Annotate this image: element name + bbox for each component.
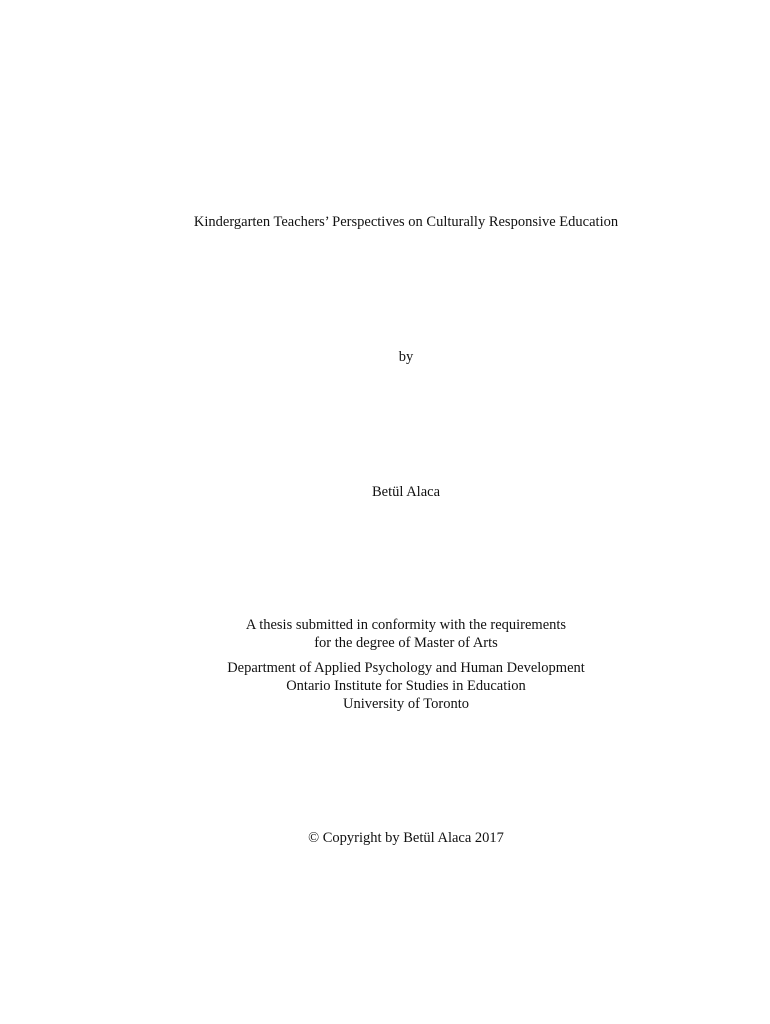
degree-statement-line-2: for the degree of Master of Arts xyxy=(314,635,498,651)
copyright-notice: © Copyright by Betül Alaca 2017 xyxy=(308,830,504,846)
degree-statement-line-1: A thesis submitted in conformity with the requirements xyxy=(245,617,567,633)
university-name: University of Toronto xyxy=(343,696,469,712)
thesis-title: Kindergarten Teachers’ Perspectives on Culturally Responsive Education xyxy=(193,214,619,230)
by-label: by xyxy=(398,349,414,365)
department-name: Department of Applied Psychology and Human Development xyxy=(227,660,585,676)
author-name: Betül Alaca xyxy=(371,484,441,500)
institute-name: Ontario Institute for Studies in Education xyxy=(286,678,526,694)
